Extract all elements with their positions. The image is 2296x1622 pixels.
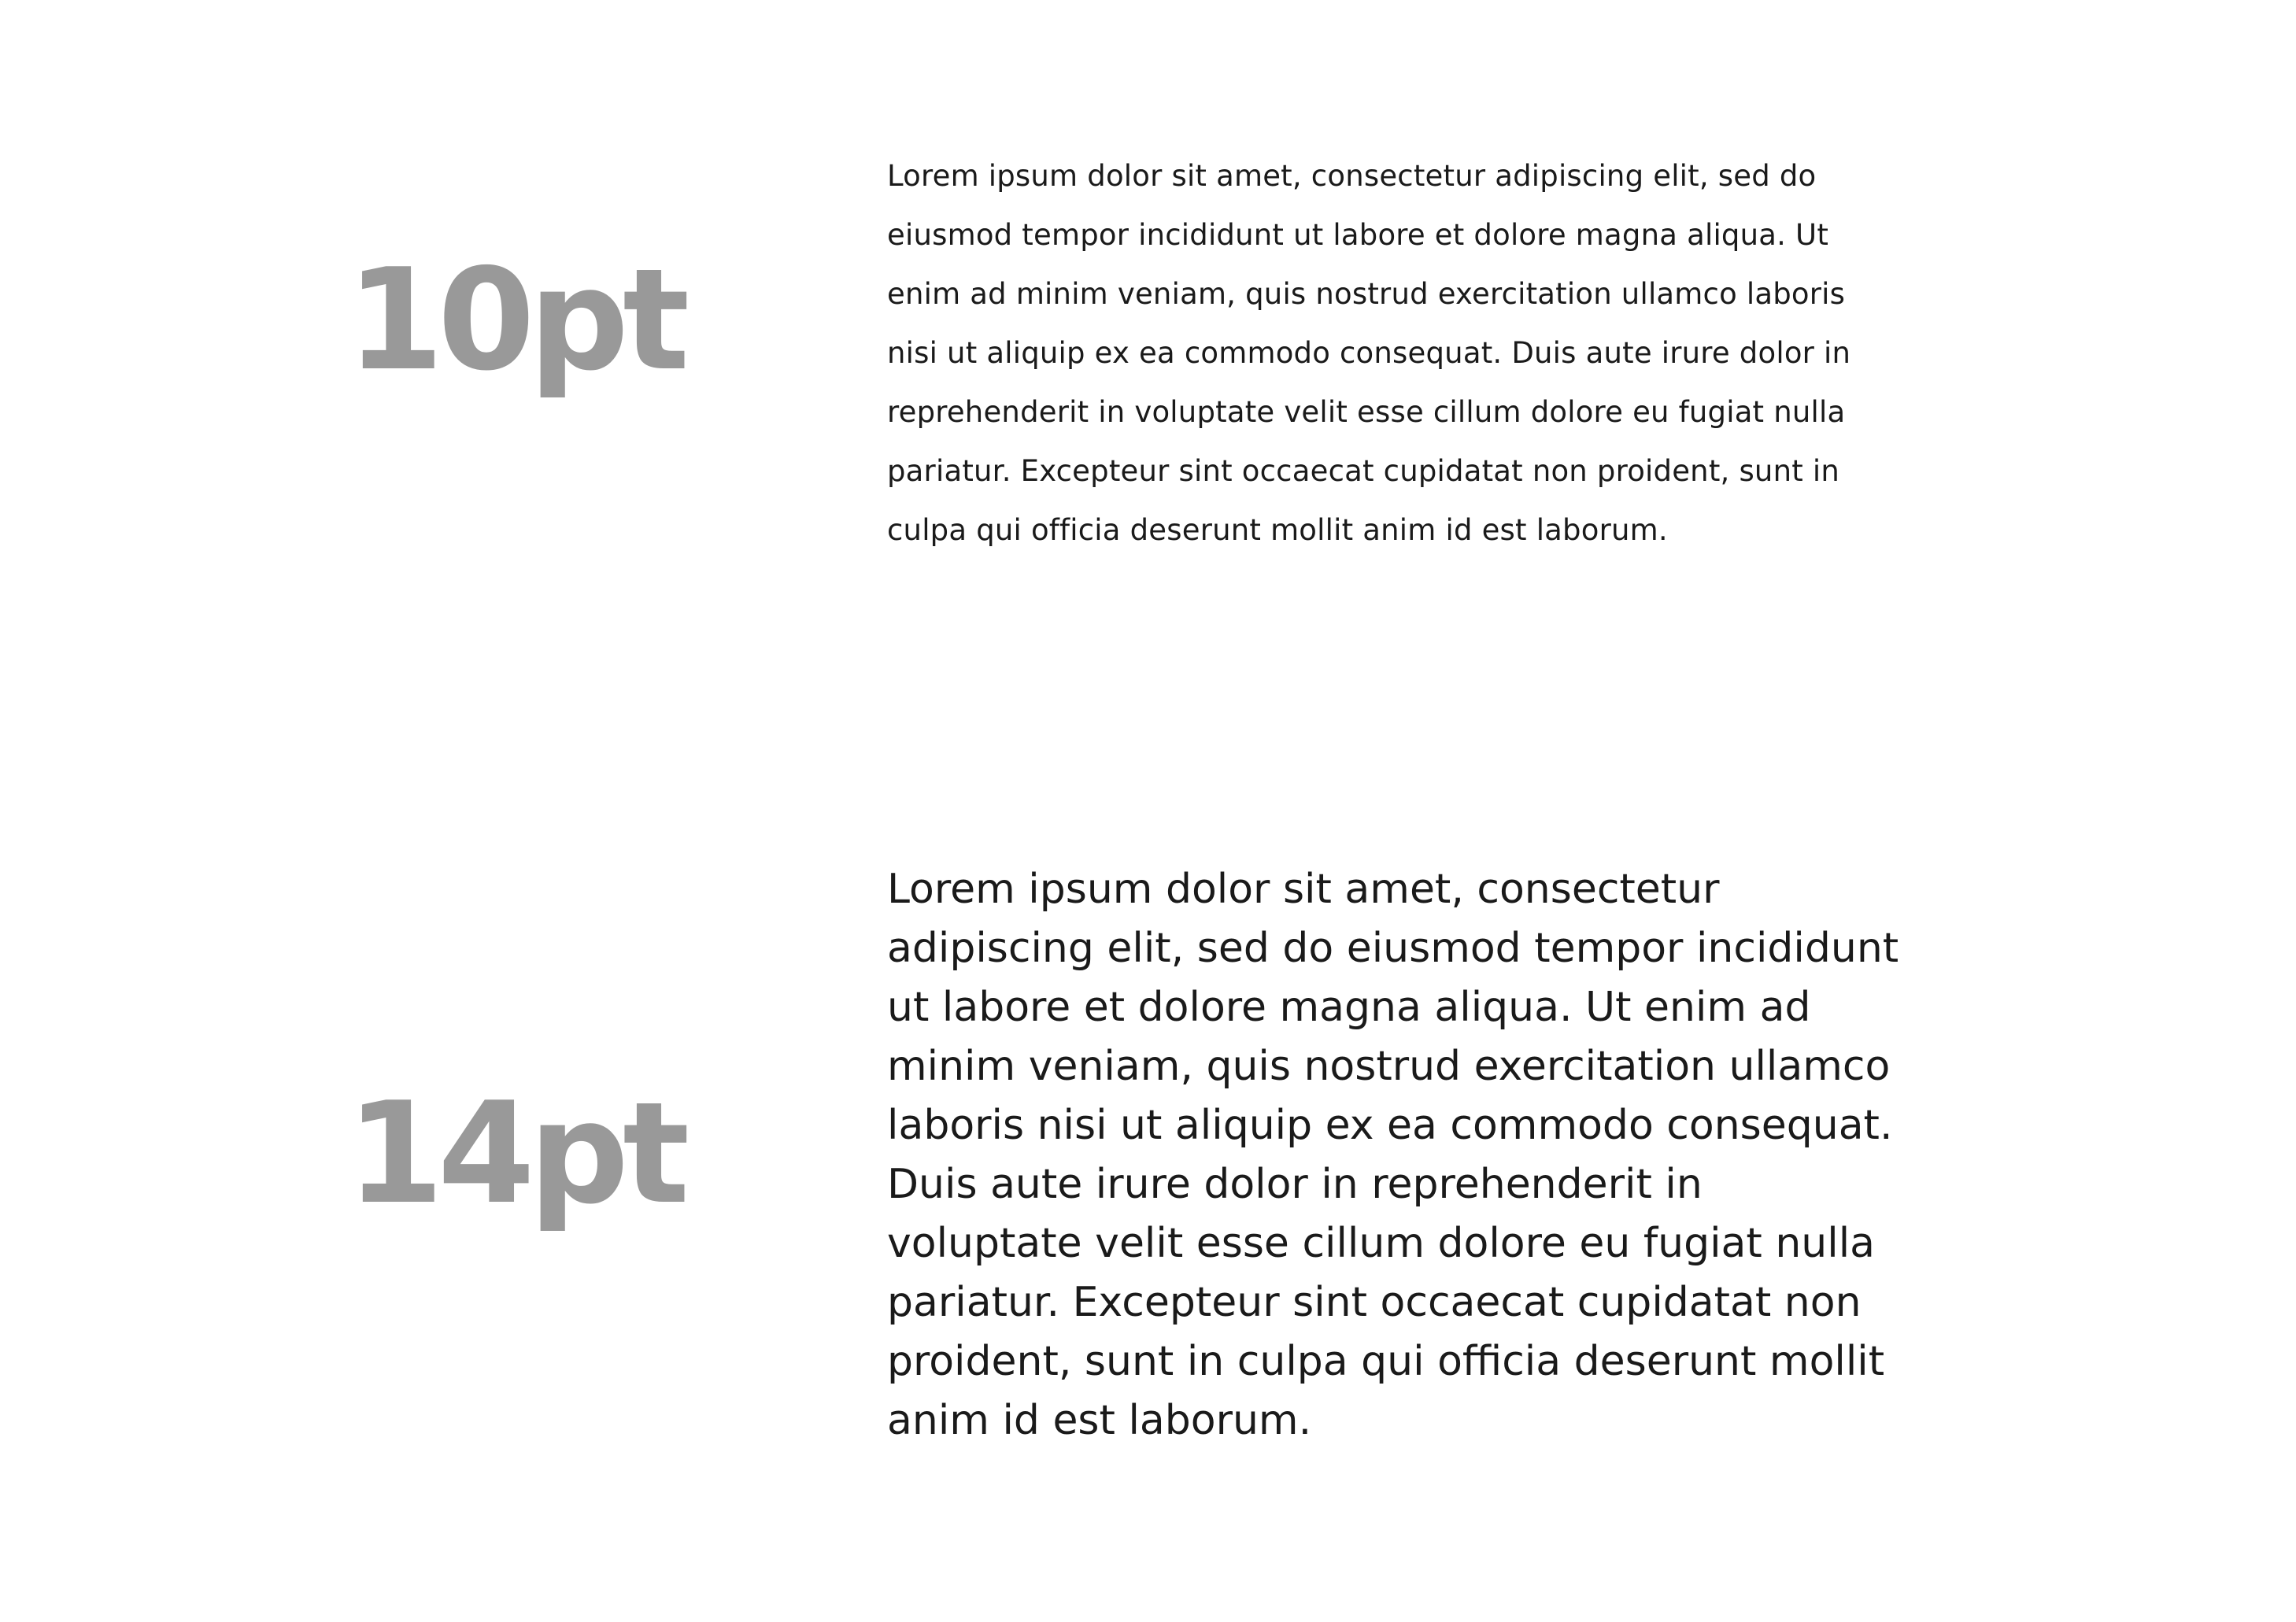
sample-paragraph-14pt: Lorem ipsum dolor sit amet, consectetur adipiscing elit, sed do eiusmod tempor incididunt ut labore et dolore magna aliqua. Ut enim ad minim veniam, quis nostrud exercitation ullamco laboris nisi ut aliquip ex ea commodo consequat. Duis aute irure dolor in reprehenderit in voluptate velit esse cillum dolore eu fugiat nulla pariatur. Excepteur sint occaecat cupidatat non proident, sunt in culpa qui officia deserunt mollit anim id est laborum. xyxy=(887,866,1899,1444)
size-label-14pt: 14pt xyxy=(346,1072,684,1235)
sample-paragraph-10pt: Lorem ipsum dolor sit amet, consectetur adipiscing elit, sed do eiusmod tempor incididunt ut labore et dolore magna aliqua. Ut enim ad minim veniam, quis nostrud exercitation ullamco laboris nisi ut aliquip ex ea commodo consequat. Duis aute irure dolor in reprehenderit in voluptate velit esse cillum dolore eu fugiat nulla pariatur. Excepteur sint occaecat cupidatat non proident, sunt in culpa qui officia deserunt mollit anim id est laborum. xyxy=(887,159,1851,547)
size-label-10pt: 10pt xyxy=(346,238,684,401)
